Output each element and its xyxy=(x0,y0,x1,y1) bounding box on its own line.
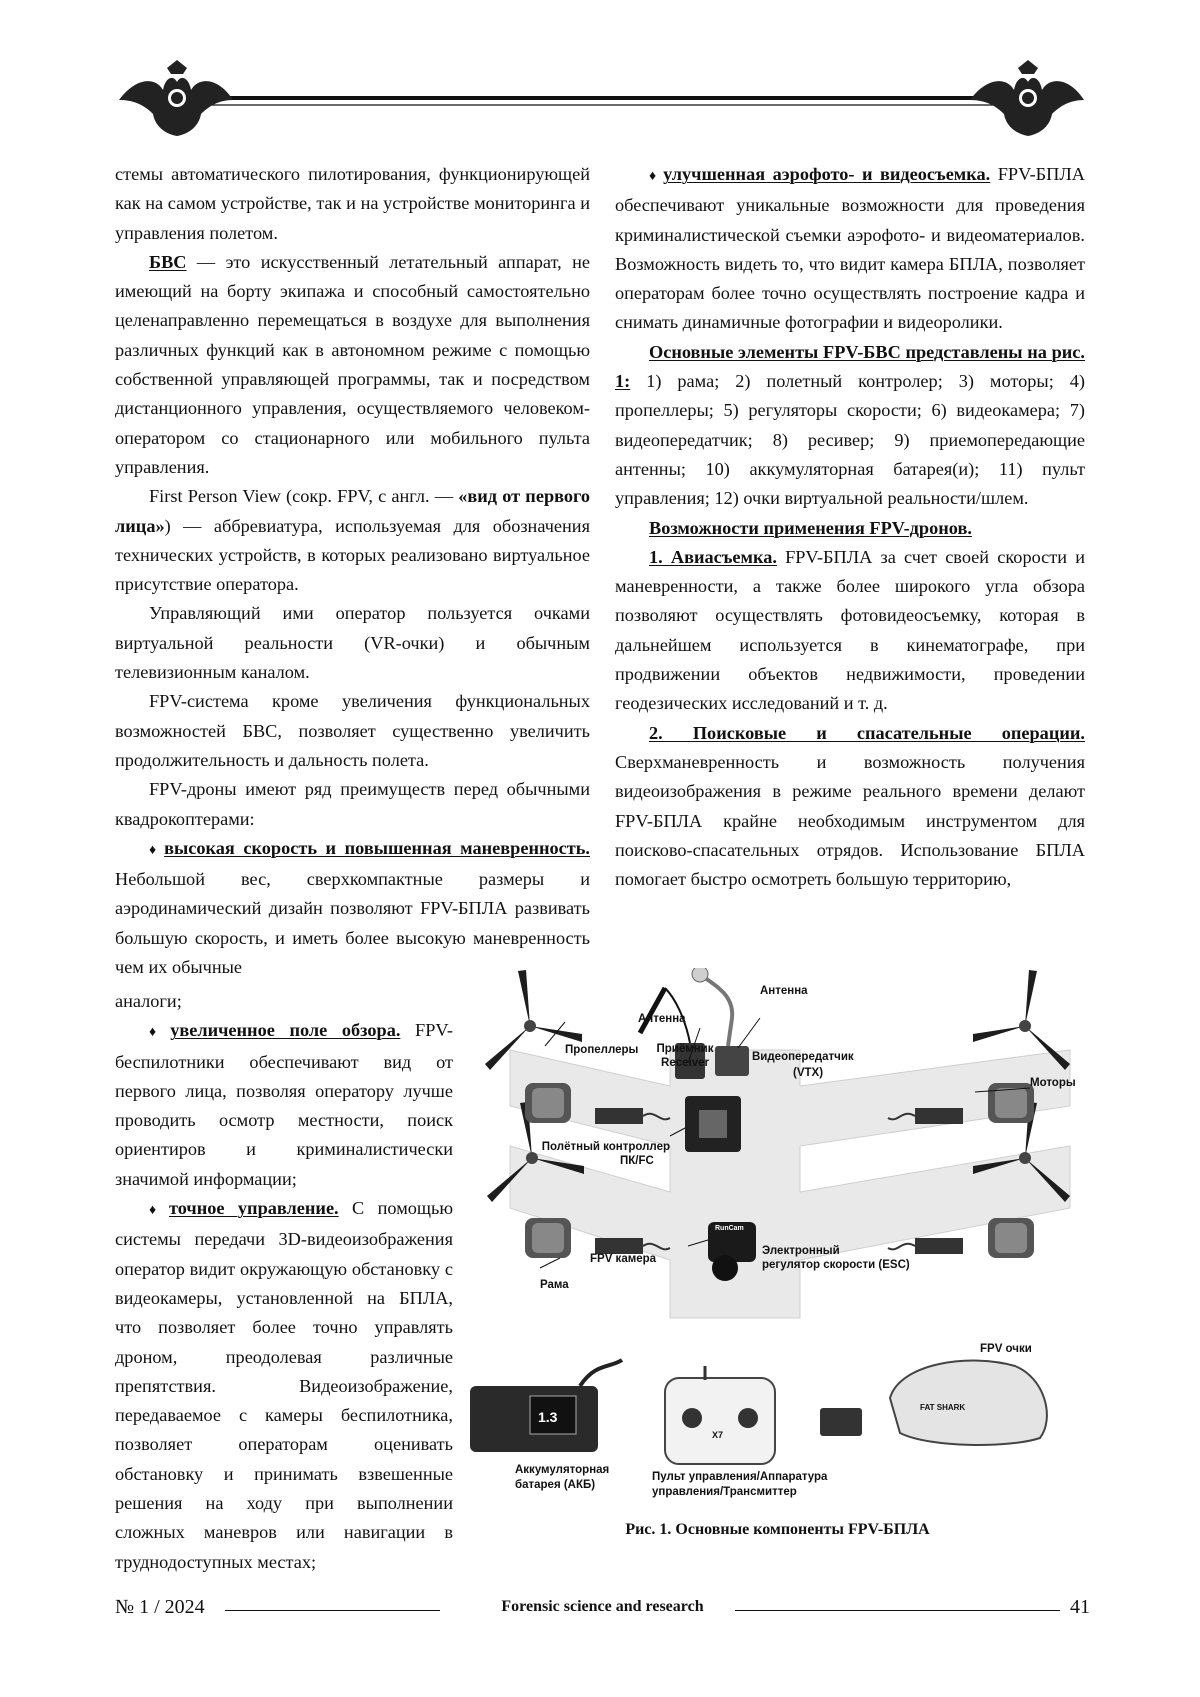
goggles-brand: FAT SHARK xyxy=(920,1403,965,1412)
list-item xyxy=(615,160,1085,338)
term: Основные элементы FPV-БВС представлены на рис. 1: xyxy=(615,342,1085,391)
term: БВС xyxy=(149,252,186,272)
fig-label-motors: Моторы xyxy=(1030,1077,1076,1089)
paragraph: FPV-система кроме увеличения функциональных возможностей БВС, позволяет существенно увеличить продолжительность и дальность полета. xyxy=(115,687,590,775)
fig-label-propellers: Пропеллеры xyxy=(565,1044,639,1056)
term: точное управление. xyxy=(169,1198,339,1218)
coat-of-arms-icon xyxy=(970,60,1084,136)
fig-label-flight-controller: Полётный контроллер xyxy=(542,1141,670,1153)
fig-label-vtx: Видеопередатчик xyxy=(752,1051,854,1063)
term: 1. Авиасъемка. xyxy=(649,547,777,567)
paragraph: аналоги; xyxy=(115,987,453,1016)
fig-label-flight-controller: ПК/FC xyxy=(620,1155,654,1167)
fig-label-remote: Пульт управления/Аппаратура xyxy=(652,1471,828,1483)
remote-mark: X7 xyxy=(712,1430,723,1440)
bullet-icon: ♦ xyxy=(149,843,160,858)
motor-icon xyxy=(525,1083,571,1123)
fig-label-receiver: Receiver xyxy=(661,1057,709,1069)
paragraph-text: Сверхманевренность и возможность получения видеоизображения в режиме реального времени делают FPV-БПЛА крайне необходимым инструментом для поисково-спасательных отрядов. Использование БПЛА помогает быстро осмотреть большую территорию, xyxy=(615,752,1085,889)
fig-label-goggles: FPV очки xyxy=(980,1343,1032,1355)
journal-title xyxy=(115,1598,1090,1616)
remote-controller-icon xyxy=(665,1366,775,1464)
paragraph xyxy=(615,338,1085,514)
list-item xyxy=(115,1016,453,1194)
motor-icon xyxy=(525,1218,571,1258)
figure-caption: Рис. 1. Основные компоненты FPV-БПЛА xyxy=(470,1521,1085,1539)
term: увеличенное поле обзора. xyxy=(170,1020,400,1040)
page-footer xyxy=(115,1590,1090,1630)
right-column xyxy=(615,160,1085,894)
page-number: 41 xyxy=(1070,1596,1090,1619)
header-band xyxy=(115,60,1090,140)
fig-label-antenna: Антенна xyxy=(760,985,808,997)
term: «вид от первого лица» xyxy=(115,486,590,535)
fig-label-antenna: Антенна xyxy=(638,1013,686,1025)
fig-label-esc: Электронный xyxy=(762,1245,840,1257)
fig-label-esc: регулятор скорости (ESC) xyxy=(762,1259,910,1271)
paragraph xyxy=(115,482,590,599)
paragraph-text: С помощью системы передачи 3D-видеоизображения оператор видит окружающую обстановку с видеокамеры, установленной на БПЛА, что позволяет более точно управлять дроном, преодолевая различные препятствия. Видеоизображение, передаваемое с камеры беспилотника, позволяет операторам оценивать обстановку и принимать взвешенные решения на ходу при выполнении сложных маневров или навигации в труднодоступных местах; xyxy=(115,1198,453,1572)
coat-of-arms-icon xyxy=(119,60,233,136)
list-item xyxy=(115,834,590,982)
paragraph-text: ) — аббревиатура, используемая для обозначения технических устройств, в которых реализовано виртуальное присутствие оператора. xyxy=(115,516,590,595)
paragraph: Управляющий ими оператор пользуется очками виртуальной реальности (VR-очки) и обычным телевизионным каналом. xyxy=(115,599,590,687)
paragraph-text: 1) рама; 2) полетный контролер; 3) моторы; 4) пропеллеры; 5) регуляторы скорости; 6) видеокамера; 7) видеопередатчик; 8) ресивер; 9) приемопередающие антенны; 10) аккумуляторная батарея(и); 11) пульт управления; 12) очки виртуальной реальности/шлем. xyxy=(615,371,1085,508)
paragraph: FPV-дроны имеют ряд преимуществ перед обычными квадрокоптерами: xyxy=(115,775,590,834)
list-item xyxy=(115,1194,453,1577)
fig-label-camera: FPV камера xyxy=(590,1253,657,1265)
fig-label-receiver: Приёмник xyxy=(656,1043,713,1055)
frame-illustration xyxy=(510,1050,1070,1318)
section-heading xyxy=(615,514,1085,543)
issue-number: № 1 / 2024 xyxy=(115,1596,205,1619)
paragraph-text: FPV-БПЛА за счет своей скорости и маневренности, а также более широкого угла обзора позволяют осуществлять фотовидеосъемку, которая в дальнейшем используется в кинематографе, при продвижении объектов недвижимости, проведении геодезических исследований и т. д. xyxy=(615,547,1085,713)
flight-controller-icon xyxy=(685,1096,741,1152)
propeller-icon xyxy=(973,970,1070,1070)
term: улучшенная аэрофото- и видеосъемка. xyxy=(663,164,990,184)
motor-icon xyxy=(988,1218,1034,1258)
term: 2. Поисковые и спасательные операции. xyxy=(649,723,1085,743)
heading-text: Возможности применения FPV-дронов. xyxy=(649,518,972,538)
left-column-narrow xyxy=(115,987,453,1577)
fpv-components-figure xyxy=(470,968,1085,1513)
fig-label-frame: Рама xyxy=(540,1279,569,1291)
paragraph-text: First Person View (сокр. FPV, с англ. — xyxy=(149,486,458,506)
camera-brand: RunCam xyxy=(715,1225,744,1232)
paragraph-text: — это искусственный летательный аппарат, не имеющий на борту экипажа и способный самостоятельно целенаправленно перемещаться в воздухе для выполнения различных функций как в автономном режиме с помощью собственной управляющей программы, так и посредством дистанционного управления, осуществляемого человеком-оператором со стационарного или мобильного пульта управления. xyxy=(115,252,590,477)
battery-icon xyxy=(470,1360,622,1452)
paragraph xyxy=(615,719,1085,895)
journal-title-text: Forensic science and research xyxy=(487,1598,717,1615)
fig-label-battery: Аккумуляторная xyxy=(515,1464,609,1476)
bullet-icon: ♦ xyxy=(649,169,659,184)
paragraph-text: FPV-беспилотники обеспечивают вид от первого лица, позволяя оператору лучше проводить осмотр местности, поиск ориентиров и криминалистически значимой информации; xyxy=(115,1020,453,1188)
paragraph xyxy=(615,543,1085,719)
fig-label-battery: батарея (АКБ) xyxy=(515,1479,595,1491)
term: высокая скорость и повышенная маневренность. xyxy=(164,838,590,858)
paragraph-text: FPV-БПЛА обеспечивают уникальные возможности для проведения криминалистической съемки аэрофото- и видеоматериалов. Возможность видеть то, что видит камера БПЛА, позволяет операторам более точно осуществлять построение кадра и снимать динамичные фотографии и видеоролики. xyxy=(615,164,1085,332)
fig-label-vtx: (VTX) xyxy=(793,1067,823,1079)
bullet-icon: ♦ xyxy=(149,1203,165,1218)
paragraph-text: Небольшой вес, сверхкомпактные размеры и аэродинамический дизайн позволяют FPV-БПЛА развивать большую скорость, и иметь более высокую маневренность чем их обычные xyxy=(115,869,590,977)
paragraph: стемы автоматического пилотирования, функционирующей как на самом устройстве, так и на устройстве мониторинга и управления полетом. xyxy=(115,160,590,248)
battery-mark: 1.3 xyxy=(538,1409,558,1425)
left-column xyxy=(115,160,590,982)
bullet-icon: ♦ xyxy=(149,1025,166,1040)
paragraph xyxy=(115,248,590,482)
fig-label-remote: управления/Трансмиттер xyxy=(652,1486,797,1498)
